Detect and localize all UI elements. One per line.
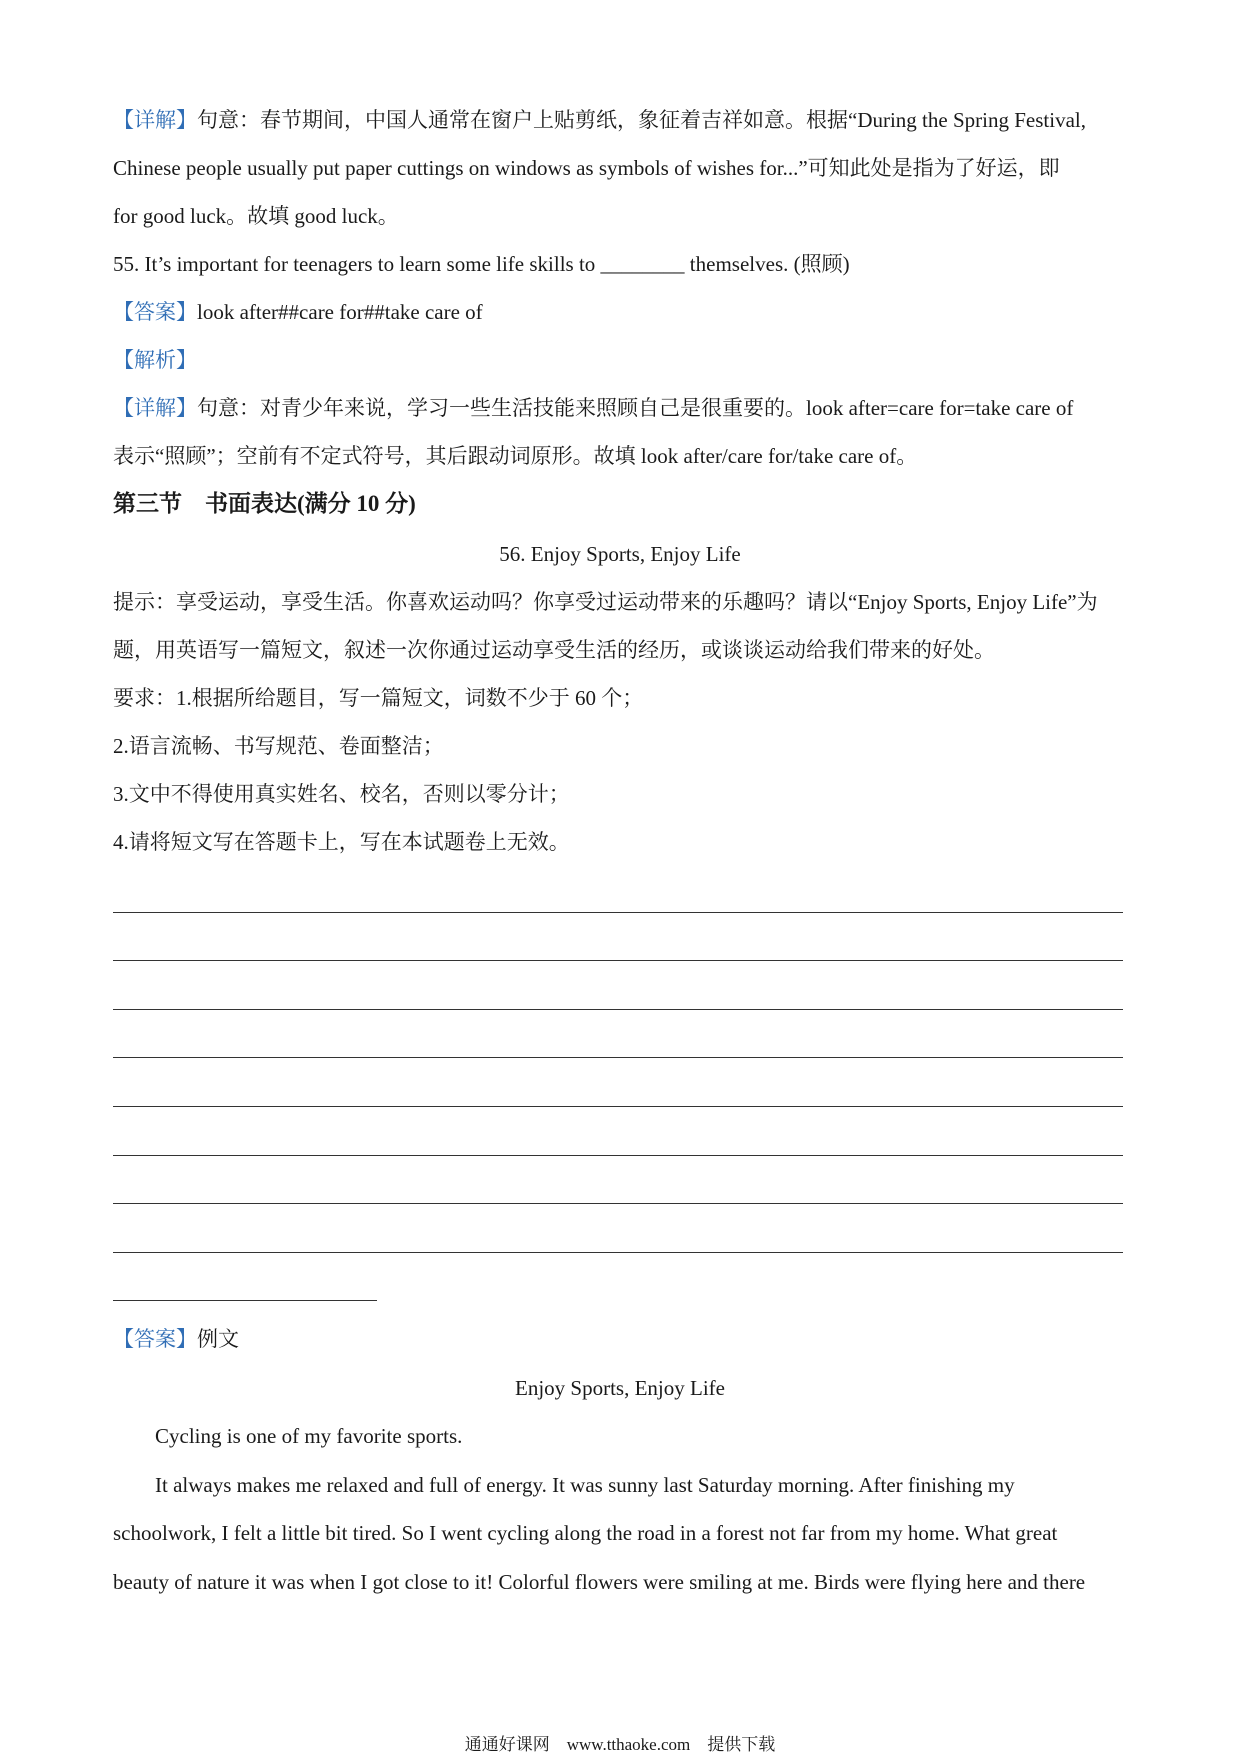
detail-tag: 【详解】 (113, 396, 197, 420)
detail-line-3: for good luck。故填 good luck。 (113, 204, 399, 228)
prompt-line-1: 提示：享受运动，享受生活。你喜欢运动吗？你享受过运动带来的乐趣吗？请以“Enjoy Sports, Enjoy Life”为 (113, 590, 1098, 614)
writing-line (113, 1009, 1123, 1010)
sample-answer-line (113, 1326, 239, 1352)
requirement-4: 4.请将短文写在答题卡上，写在本试题卷上无效。 (113, 830, 570, 854)
answer-55-text: look after##care for##take care of (197, 300, 483, 324)
writing-line (113, 912, 1123, 913)
detail-tag: 【详解】 (113, 108, 197, 132)
detail-text: 句意：对青少年来说，学习一些生活技能来照顾自己是很重要的。look after=care for=take care of (197, 396, 1074, 420)
writing-line (113, 1057, 1123, 1058)
writing-line (113, 1203, 1123, 1204)
writing-line-short (113, 1300, 377, 1301)
page-footer: 通通好课网 www.tthaoke.com 提供下载 (464, 1735, 776, 1754)
essay-line-3: schoolwork, I felt a little bit tired. So I went cycling along the road in a forest not far from my home. What great (113, 1521, 1058, 1545)
requirement-1: 要求：1.根据所给题目，写一篇短文，词数不少于 60 个； (113, 686, 644, 710)
answer-55-line (113, 299, 483, 325)
answer-tag: 【答案】 (113, 1327, 197, 1351)
sample-label: 例文 (197, 1327, 239, 1351)
writing-line (113, 960, 1123, 961)
answer-tag: 【答案】 (113, 300, 197, 324)
prompt-line-2: 题，用英语写一篇短文，叙述一次你通过运动享受生活的经历，或谈谈运动给我们带来的好处。 (113, 638, 995, 662)
essay-line-2: It always makes me relaxed and full of energy. It was sunny last Saturday morning. After finishing my (155, 1473, 1015, 1497)
detail-55-line-2: 表示“照顾”；空前有不定式符号，其后跟动词原形。故填 look after/care for/take care of。 (113, 444, 918, 468)
requirement-2: 2.语言流畅、书写规范、卷面整洁； (113, 734, 444, 758)
requirement-3: 3.文中不得使用真实姓名、校名，否则以零分计； (113, 782, 570, 806)
detail-line-2: Chinese people usually put paper cuttings on windows as symbols of wishes for...”可知此处是指为了好运，即 (113, 156, 1060, 180)
analysis-line (113, 347, 197, 373)
essay-title: Enjoy Sports, Enjoy Life (515, 1376, 725, 1400)
writing-line (113, 1106, 1123, 1107)
detail-55-line-1 (113, 395, 1073, 421)
analysis-tag: 【解析】 (113, 348, 197, 372)
question-55: 55. It’s important for teenagers to learn some life skills to ________ themselves. (照顾) (113, 252, 850, 276)
section-heading: 第三节 书面表达(满分 10 分) (113, 491, 416, 516)
writing-line (113, 1252, 1123, 1253)
essay-line-1: Cycling is one of my favorite sports. (155, 1424, 463, 1448)
detail-line-1 (113, 107, 1086, 133)
essay-line-4: beauty of nature it was when I got close to it! Colorful flowers were smiling at me. Birds were flying here and there (113, 1570, 1086, 1594)
writing-line (113, 1155, 1123, 1156)
question-56-title: 56. Enjoy Sports, Enjoy Life (499, 542, 741, 566)
detail-text: 句意：春节期间，中国人通常在窗户上贴剪纸，象征着吉祥如意。根据“During the Spring Festival, (197, 108, 1086, 132)
